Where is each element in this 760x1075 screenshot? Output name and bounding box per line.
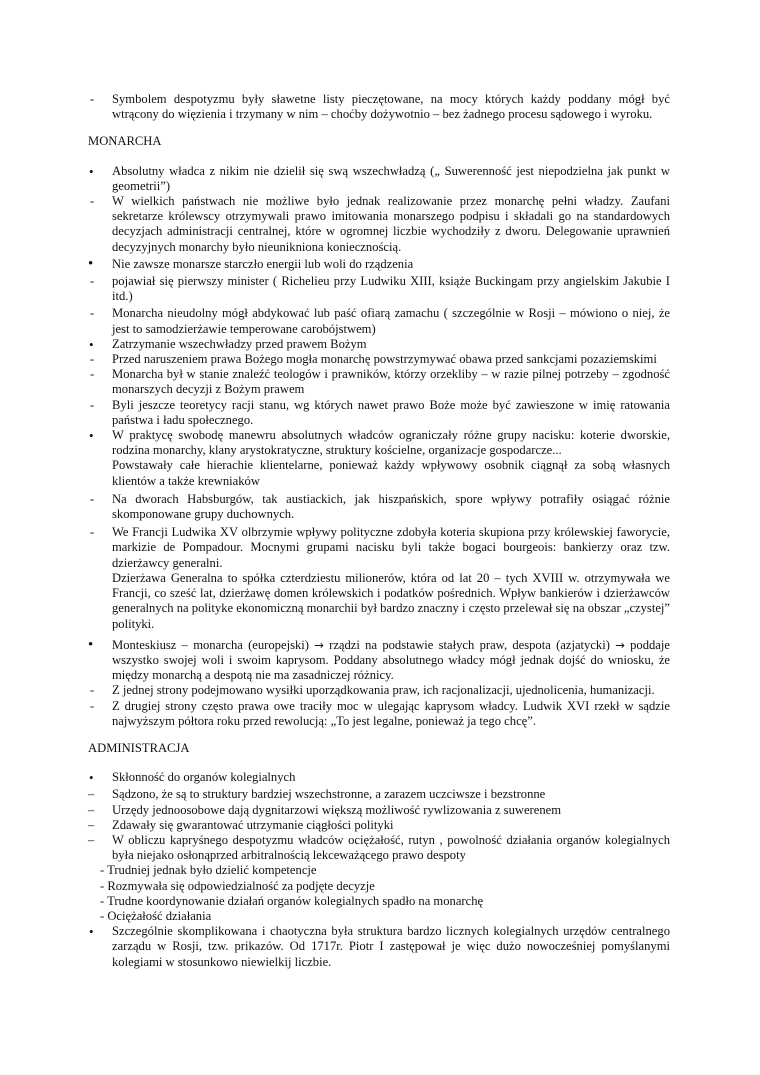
list-item	[88, 924, 670, 970]
list-item	[88, 803, 670, 818]
item-text: Na dworach Habsburgów, tak austiackich, jak hiszpańskich, spore wpływy potrafiły osiągać różnie skomponowane grupy duchownych.	[112, 491, 670, 522]
endash-marker: –	[88, 802, 95, 817]
list-item	[88, 92, 670, 122]
list-item	[88, 257, 670, 272]
item-text: Zatrzymanie wszechwładzy przed prawem Bożym	[112, 336, 367, 351]
list-item	[88, 398, 670, 428]
item-text: W wielkich państwach nie możliwe było jednak realizowanie przez monarchę pełni władzy. Zaufani sekretarze królewscy otrzymywali prawo imitowania monarszego podpisu i składali go na standardowych decyzjach administracji centralnej, które w ogromnej liczbie wychodziły z dworu. Delegowanie uprawnień decyzyjnych monarchy było nieunikniona koniecznością.	[112, 194, 670, 254]
list-item	[88, 818, 670, 833]
endash-marker: –	[88, 787, 95, 802]
list-item	[88, 306, 670, 336]
item-text: Z jednej strony podejmowano wysiłki uporządkowania praw, ich racjonalizacji, ujednolicenia, humanizacji.	[112, 683, 655, 698]
list-item	[88, 274, 670, 304]
item-text: Absolutny władca z nikim nie dzielił się swą wszechwładzą („ Suwerenność jest niepodzielna jak punkt w geometrii”)	[112, 163, 670, 193]
list-item	[88, 492, 670, 522]
bullet-marker: •	[89, 163, 94, 179]
dash-marker: -	[90, 92, 95, 106]
sub-item: - Trudne koordynowanie działań organów kolegialnych spadło na monarchę	[100, 893, 484, 908]
dash-marker: -	[90, 352, 95, 367]
dash-marker: -	[90, 274, 95, 289]
list-item	[88, 699, 670, 729]
endash-marker: –	[88, 832, 95, 847]
intro-text: Symbolem despotyzmu były sławetne listy pieczętowane, na mocy których każdy poddany mógł być wtrącony do więzienia i trzymany w nim – choćby dożywotnio – bez żadnego procesu sądowego i wyroku.	[112, 92, 670, 122]
sub-item: - Ociężałość działania	[100, 908, 212, 923]
list-item	[88, 337, 670, 352]
list-item	[88, 352, 670, 367]
section-heading-administracja: ADMINISTRACJA	[88, 740, 190, 755]
montesquieu-part1: Monteskiusz – monarcha (europejski)	[112, 637, 309, 652]
montesquieu-text	[112, 638, 670, 684]
list-item	[88, 833, 670, 863]
bullet-marker: •	[89, 924, 94, 940]
item-text: Sądzono, że są to struktury bardziej wszechstronne, a zarazem uczciwsze i bezstronne	[112, 787, 546, 802]
dash-marker: -	[90, 698, 95, 713]
item-text: pojawiał się pierwszy minister ( Richelieu przy Ludwiku XIII, książe Buckingam przy angielskim Jakubie I itd.)	[112, 274, 670, 304]
bullet-marker: •	[88, 636, 94, 653]
dash-marker: -	[90, 194, 95, 209]
section-heading-monarcha: MONARCHA	[88, 134, 162, 149]
item-text: Szczególnie skomplikowana i chaotyczna była struktura bardzo licznych kolegialnych urzędów centralnego zarządu w Rosji, tzw. prikazów. Od 1717r. Piotr I zastępował je więc dużo nowocześniej pomyślanymi kolegiami w stosunkowo niewielkij liczbie.	[112, 924, 670, 969]
list-item	[88, 428, 670, 489]
list-item	[88, 787, 670, 802]
bullet-marker: •	[89, 428, 94, 444]
sub-item: - Rozmywała się odpowiedzialność za podjęte decyzje	[100, 878, 375, 893]
list-item	[88, 194, 670, 255]
item-text: Z drugiej strony często prawa owe traciły moc w ulegając kaprysom władcy. Ludwik XVI rzekł w sądzie najwyższym półtora roku przed rewolucją: „To jest legalne, ponieważ ja tego chcę”.	[112, 698, 670, 728]
list-item	[88, 164, 670, 194]
item-text-continued: Dzierżawa Generalna to spółka czterdziestu milionerów, która od lat 20 – tych XVIII w. otrzymywała we Francji, co sześć lat, dzierżawę domen królewskich i podatków pośrednich. Wpływ bankierów i dzierżawców generalnych na polityke ekonomiczną monarchii był bardzo znaczny i często przelewał się na obszar „czystej” polityki.	[112, 570, 670, 631]
item-text-continued: Powstawały całe hierachie klientelarne, ponieważ każdy wpływowy osobnik ciągnął za sobą własnych klientów a także krewniaków	[112, 458, 670, 488]
item-text: Przed naruszeniem prawa Bożego mogła monarchę powstrzymywać obawa przed sankcjami pozaziemskimi	[112, 352, 657, 367]
dash-marker: -	[90, 683, 95, 698]
bullet-marker: •	[88, 255, 94, 272]
item-text: Skłonność do organów kolegialnych	[112, 770, 296, 785]
item-text: Urzędy jednoosobowe dają dygnitarzowi większą możliwość rywlizowania z suwerenem	[112, 802, 562, 817]
arrow-right-icon: →	[615, 637, 625, 652]
sub-item: - Trudniej jednak było dzielić kompetencje	[100, 863, 317, 878]
dash-marker: -	[90, 491, 95, 506]
item-text: Byli jeszcze teoretycy racji stanu, wg których nawet prawo Boże może być zawieszone w imię ratowania państwa i ładu społecznego.	[112, 397, 670, 427]
dash-marker: -	[90, 525, 95, 540]
montesquieu-part3: poddaje wszystko swojej woli i swoim kaprysom. Poddany absolutnego władcy mógł jednak dojść do wniosku, że między monarchą a despotą nie ma zasadniczej różnicy.	[112, 637, 670, 683]
item-text: Monarcha był w stanie znaleźć teologów i prawników, którzy orzekliby – w razie pilnej potrzeby – zgodność monarszych decyzji z Bożym prawem	[112, 367, 670, 397]
montesquieu-part2: rządzi na podstawie stałych praw, despota (azjatycki)	[329, 637, 610, 652]
dash-marker: -	[90, 306, 95, 321]
bullet-marker: •	[89, 770, 94, 786]
list-item	[88, 367, 670, 397]
item-text: W praktycę swobodę manewru absolutnych władców ograniczały różne grupy nacisku: koterie dworskie, rodzina monarchy, klany arystokratyczne, struktury kościelne, organizacje gospodarcze...	[112, 428, 670, 458]
item-text: Monarcha nieudolny mógł abdykować lub paść ofiarą zamachu ( szczególnie w Rosji – mówiono o niej, że jest to samodzierżawie temperowane carobójstwem)	[112, 306, 670, 336]
endash-marker: –	[88, 817, 95, 832]
list-item	[88, 770, 670, 785]
item-text: W obliczu kapryśnego despotyzmu władców ociężałość, rutyn , powolność działania organów kolegialnych była niejako osłonąprzed arbitralnością lekceważącego prawo despoty	[112, 832, 670, 863]
item-text: We Francji Ludwika XV olbrzymie wpływy polityczne zdobyła koteria skupiona przy królewskiej faworycie, markizie de Pompadour. Mocnymi grupami nacisku byli także bogaci bourgeois: bankierzy oraz tzw. dzierżawcy generalni.	[112, 525, 670, 570]
item-text: Zdawały się gwarantować utrzymanie ciągłości polityki	[112, 817, 394, 832]
document-page	[88, 92, 670, 970]
dash-marker: -	[90, 397, 95, 412]
item-text: Nie zawsze monarsze starczło energii lub woli do rządzenia	[112, 256, 414, 271]
arrow-right-icon: →	[314, 637, 324, 652]
dash-marker: -	[90, 367, 95, 382]
bullet-marker: •	[89, 336, 94, 352]
list-item	[88, 638, 670, 684]
list-item	[88, 525, 670, 631]
list-item	[88, 683, 670, 698]
